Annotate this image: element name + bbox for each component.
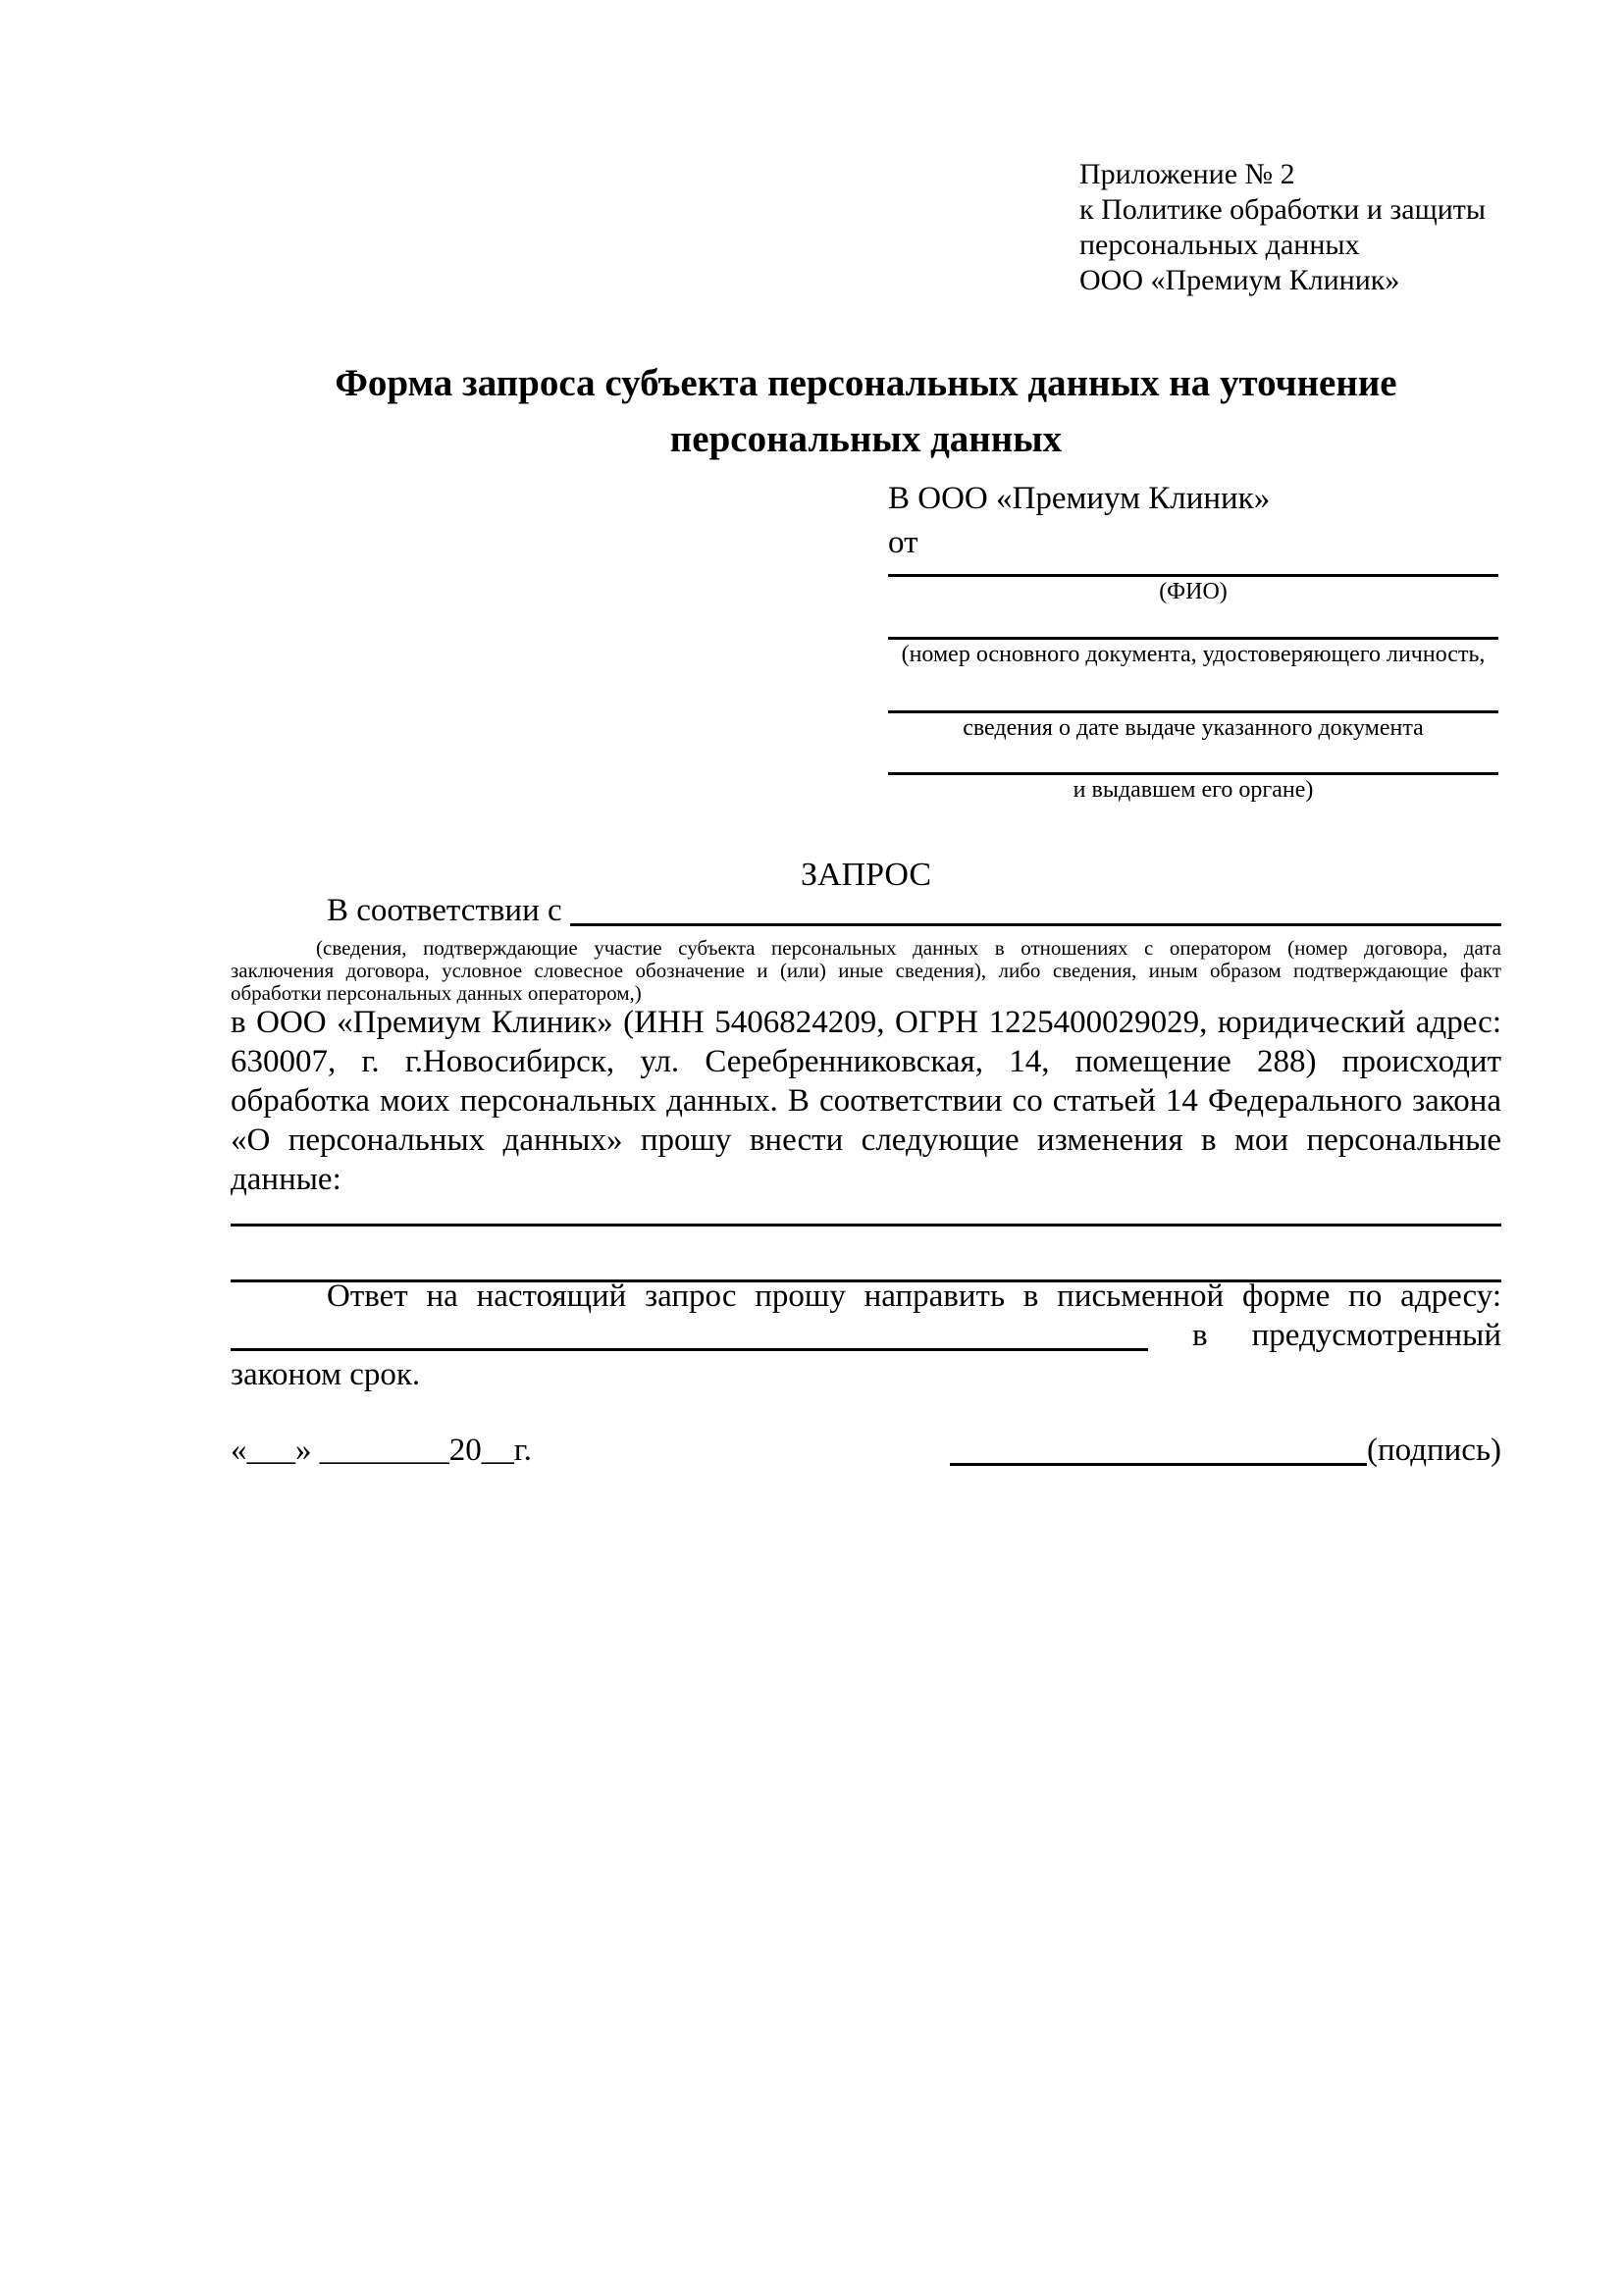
- body-line1: в ООО «Премиум Клиник» (ИНН 5406824209, ОГРН 1225400029029, юридический адрес:: [231, 1005, 1501, 1040]
- reply-tail: законом срок.: [231, 1357, 421, 1392]
- reply-word-predusmotrenny: предусмотренный: [1251, 1318, 1501, 1353]
- changes-blank-line-1: [231, 1224, 1501, 1226]
- reply-address-blank-line: [231, 1316, 1148, 1351]
- footnote-line3: обработки персональных данных оператором,): [231, 981, 642, 1005]
- intro-line: [231, 891, 1501, 930]
- body-paragraph: [231, 1003, 1501, 1199]
- appendix-line-company: ООО «Премиум Клиник»: [1079, 264, 1400, 296]
- footnote-line1: (сведения, подтверждающие участие субъекта персональных данных в отношениях с оператором (номер договора, дата: [316, 936, 1501, 960]
- appendix-line-policy: к Политике обработки и защиты: [1079, 193, 1487, 226]
- reply-word-v: в: [1192, 1318, 1208, 1353]
- body-line2: 630007, г. г.Новосибирск, ул. Серебренниковская, 14, помещение 288) происходит: [231, 1044, 1501, 1079]
- body-line3: обработка моих персональных данных. В соответствии со статьей 14 Федерального закона: [231, 1083, 1501, 1119]
- basis-blank-line: [570, 891, 1501, 926]
- appendix-line-number: Приложение № 2: [1079, 158, 1295, 190]
- issue-date-blank-line: [888, 710, 1498, 713]
- reply-address-line: [231, 1316, 1501, 1355]
- appendix-header: [1079, 157, 1486, 298]
- document-title-line1: Форма запроса субъекта персональных данных на уточнение: [335, 362, 1397, 404]
- footnote-line2: заключения договора, условное словесное обозначение и (или) иные сведения), либо сведения, иным образом подтверждающие факт: [231, 959, 1501, 982]
- appendix-line-pd: персональных данных: [1079, 229, 1360, 261]
- footnote-block: [231, 937, 1501, 1005]
- request-heading: ЗАПРОС: [800, 857, 932, 893]
- doc-number-caption: (номер основного документа, удостоверяющего личность,: [901, 642, 1486, 667]
- addressee-to: В ООО «Премиум Клиник»: [888, 481, 1271, 516]
- date-blank: «___» ________20__г.: [231, 1433, 532, 1468]
- fio-caption: (ФИО): [1159, 579, 1228, 604]
- issuer-blank-line: [888, 772, 1498, 775]
- reply-sentence: Ответ на настоящий запрос прошу направить в письменной форме по адресу:: [327, 1278, 1501, 1314]
- document-title-line2: персональных данных: [669, 418, 1063, 460]
- doc-number-blank-line: [888, 637, 1498, 640]
- body-line5: данные:: [231, 1162, 341, 1197]
- signature-caption: (подпись): [1367, 1433, 1501, 1468]
- body-line4: «О персональных данных» прошу внести следующие изменения в мои персональные: [231, 1122, 1501, 1158]
- signature-group: [950, 1431, 1501, 1470]
- signoff-row: [231, 1431, 1501, 1470]
- addressee-from-label: от: [888, 525, 918, 560]
- signature-blank-line: [950, 1431, 1367, 1466]
- issue-date-caption: сведения о дате выдаче указанного документа: [963, 715, 1424, 741]
- addressee-block: [888, 479, 1498, 832]
- reply-paragraph: [231, 1277, 1501, 1394]
- issuer-caption: и выдавшем его органе): [1073, 777, 1314, 803]
- document-title: [231, 355, 1501, 467]
- fio-blank-line: [888, 574, 1498, 577]
- intro-prefix: В соответствии с: [327, 893, 562, 928]
